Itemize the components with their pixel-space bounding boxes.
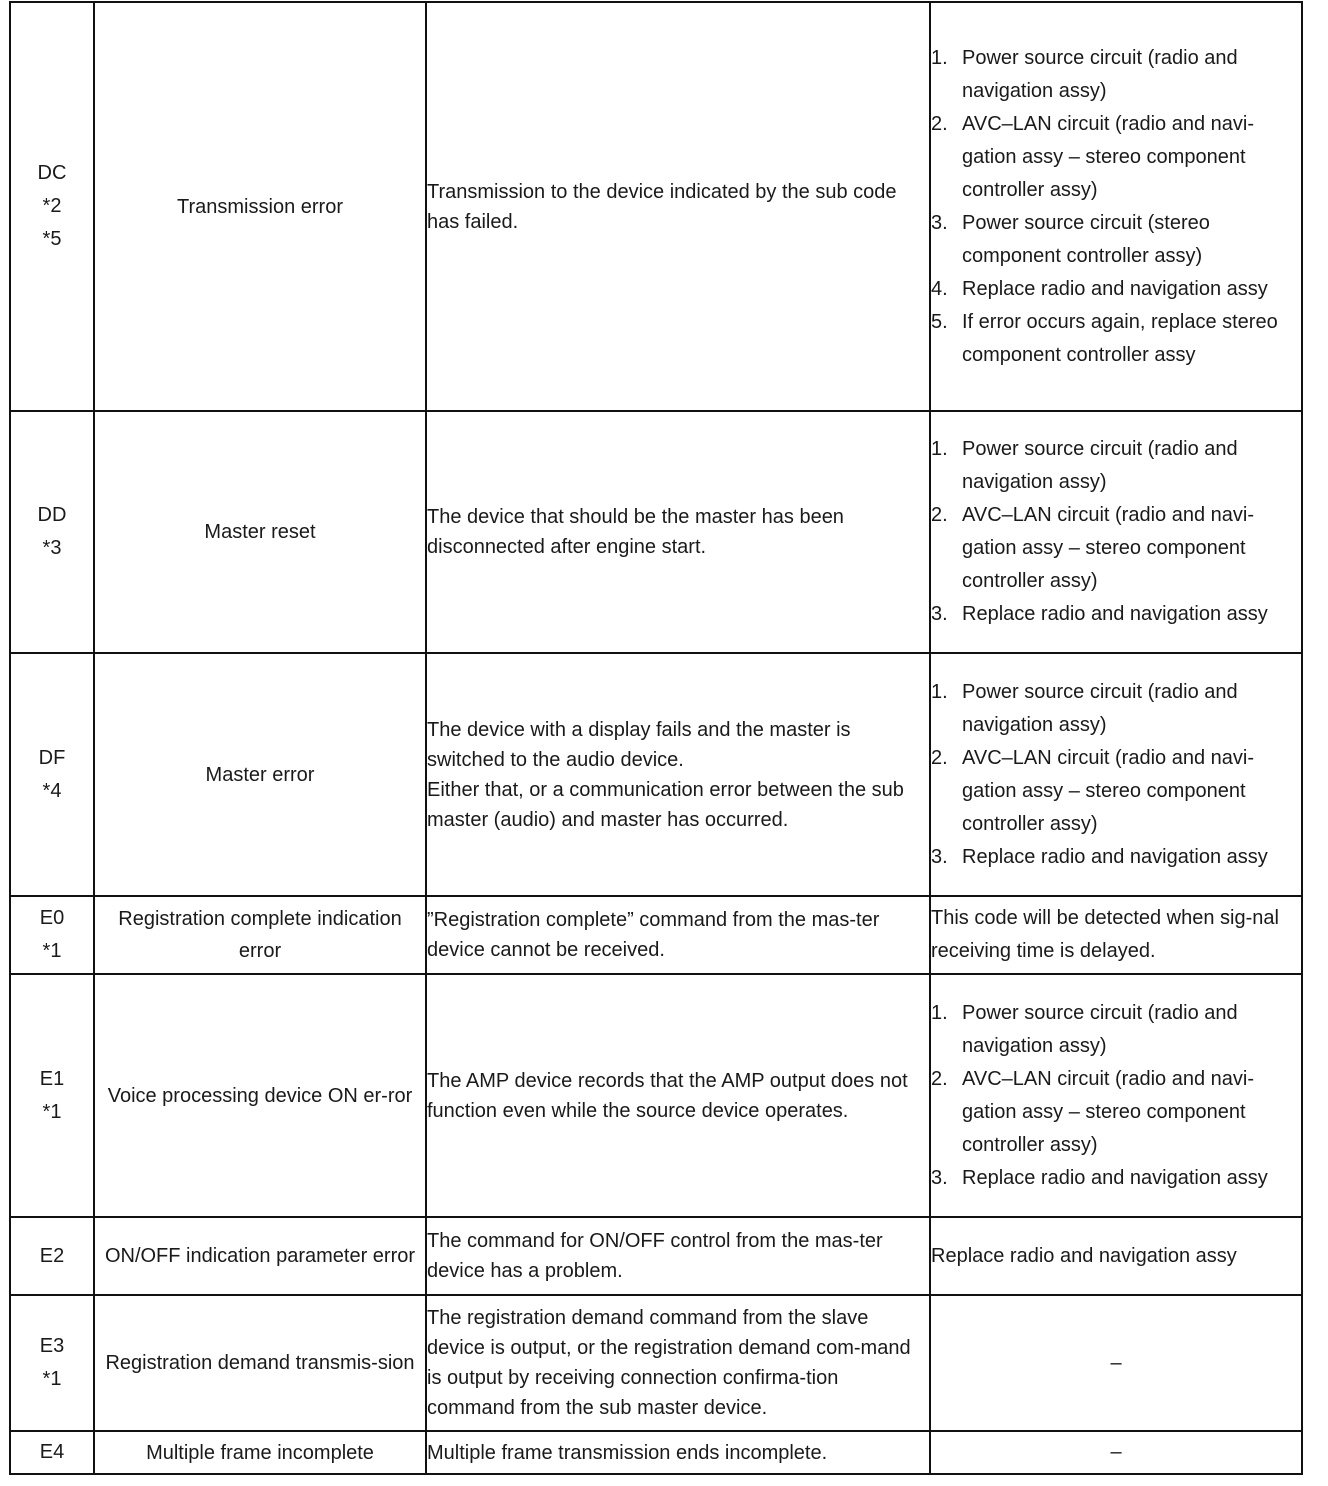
dtc-inspection-area [930,411,1302,653]
dtc-description [426,1295,930,1431]
dtc-code-cell [10,2,94,411]
table-row [10,1295,1302,1431]
description-line: ”Registration complete” command from the mas-ter device cannot be received. [427,909,880,961]
dtc-note-ref: *1 [42,1100,62,1123]
table-row [10,1431,1302,1474]
step-number: 2. [931,746,948,769]
dtc-code-cell [10,1217,94,1295]
step-number: 1. [931,438,948,460]
dtc-note-ref: *4 [42,779,62,802]
dtc-description [426,1217,930,1295]
step-number: 2. [931,504,948,526]
remedy-text: This code will be detected when sig-nal receiving time is delayed. [931,907,1279,962]
dtc-code-cell [10,896,94,974]
dtc-code: E1 [39,1067,65,1090]
step-text: Replace radio and navigation assy [962,1166,1268,1189]
table-row [10,411,1302,653]
dtc-inspection-area [930,974,1302,1217]
dtc-name: ON/OFF indication parameter error [94,1217,426,1295]
dtc-description [426,411,930,653]
step-number: 1. [931,680,948,703]
table-row [10,653,1302,896]
dtc-table-body [10,2,1302,1474]
step-number: 1. [931,46,948,69]
dtc-name: Multiple frame incomplete [94,1431,426,1474]
dtc-code: DC [37,162,67,184]
list-item [931,598,1301,631]
description-line: Transmission to the device indicated by the sub code has failed. [427,180,897,233]
dtc-description [426,653,930,896]
step-number: 3. [931,1166,948,1189]
inspection-steps [931,42,1301,372]
dtc-name: Master reset [94,411,426,653]
description-line: The AMP device records that the AMP output does not function even while the source device operates. [427,1069,908,1122]
dtc-name: Registration demand transmis-sion [94,1295,426,1431]
description-line: Multiple frame transmission ends incomplete. [427,1441,828,1464]
step-number: 1. [931,1001,948,1024]
dtc-code: DD [37,504,67,526]
dtc-table [9,1,1303,1475]
remedy-text: – [1110,1441,1122,1463]
step-text: Replace radio and navigation assy [962,845,1268,868]
dtc-code-cell [10,1295,94,1431]
remedy-text: – [1110,1351,1122,1374]
dtc-code-cell [10,411,94,653]
step-text: AVC–LAN circuit (radio and navi-gation assy – stereo component controller assy) [962,746,1254,835]
dtc-note-ref: *1 [42,940,62,962]
inspection-steps [931,676,1301,874]
step-number: 5. [931,310,948,333]
step-number: 3. [931,603,948,625]
dtc-code: E4 [39,1441,65,1463]
dtc-description [426,896,930,974]
table-row [10,896,1302,974]
remedy-text: Replace radio and navigation assy [931,1244,1237,1267]
step-text: Replace radio and navigation assy [962,277,1268,300]
dtc-name: Transmission error [94,2,426,411]
list-item [931,306,1301,372]
step-text: AVC–LAN circuit (radio and navi-gation assy – stereo component controller assy) [962,112,1254,201]
description-line: Either that, or a communication error between the sub master (audio) and master has occurred. [427,778,904,831]
list-item [931,742,1301,841]
description-line: The device that should be the master has been disconnected after engine start. [427,506,844,558]
dtc-inspection-area [930,1431,1302,1474]
dtc-code-cell [10,653,94,896]
step-number: 2. [931,1067,948,1090]
dtc-inspection-area [930,1217,1302,1295]
list-item [931,841,1301,874]
list-item [931,1063,1301,1162]
step-text: Power source circuit (stereo component controller assy) [962,211,1210,267]
table-row [10,1217,1302,1295]
dtc-inspection-area [930,2,1302,411]
dtc-note-ref: *5 [42,228,62,250]
step-number: 3. [931,845,948,868]
dtc-name: Registration complete indication error [94,896,426,974]
dtc-note-ref: *2 [42,195,62,217]
list-item [931,433,1301,499]
step-text: Power source circuit (radio and navigation assy) [962,438,1238,493]
list-item [931,273,1301,306]
dtc-note-ref: *1 [42,1368,62,1390]
step-text: If error occurs again, replace stereo component controller assy [962,310,1278,366]
dtc-description [426,2,930,411]
dtc-name: Voice processing device ON er-ror [94,974,426,1217]
list-item [931,676,1301,742]
inspection-steps [931,433,1301,631]
dtc-code: E0 [39,907,65,929]
table-row [10,974,1302,1217]
step-number: 4. [931,277,948,300]
dtc-description [426,1431,930,1474]
dtc-inspection-area [930,653,1302,896]
description-line: The device with a display fails and the master is switched to the audio device. [427,718,851,771]
description-line: The registration demand command from the slave device is output, or the registration demand com-mand is output by receiving connection confirma-tion command from the sub master device. [427,1307,911,1419]
step-text: Power source circuit (radio and navigation assy) [962,46,1238,102]
step-text: Power source circuit (radio and navigation assy) [962,1001,1238,1057]
dtc-code: DF [38,746,66,769]
dtc-inspection-area [930,896,1302,974]
dtc-code-cell [10,974,94,1217]
dtc-description [426,974,930,1217]
dtc-inspection-area [930,1295,1302,1431]
list-item [931,108,1301,207]
inspection-steps [931,997,1301,1195]
list-item [931,997,1301,1063]
step-number: 3. [931,211,948,234]
dtc-note-ref: *3 [42,537,62,559]
dtc-code-cell [10,1431,94,1474]
dtc-code: E3 [39,1335,65,1357]
dtc-name: Master error [94,653,426,896]
step-text: AVC–LAN circuit (radio and navi-gation assy – stereo component controller assy) [962,1067,1254,1156]
step-text: AVC–LAN circuit (radio and navi-gation assy – stereo component controller assy) [962,504,1254,592]
step-text: Power source circuit (radio and navigation assy) [962,680,1238,736]
list-item [931,42,1301,108]
list-item [931,499,1301,598]
step-text: Replace radio and navigation assy [962,603,1268,625]
table-row [10,2,1302,411]
list-item [931,1162,1301,1195]
list-item [931,207,1301,273]
step-number: 2. [931,112,948,135]
dtc-code: E2 [39,1244,65,1267]
description-line: The command for ON/OFF control from the mas-ter device has a problem. [427,1230,883,1282]
